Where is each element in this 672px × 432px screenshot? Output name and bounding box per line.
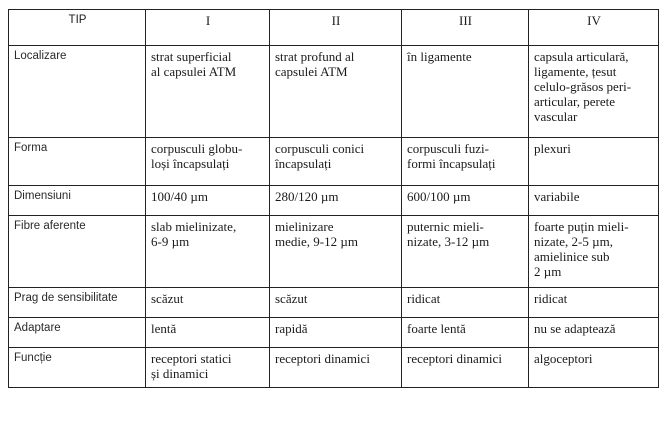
row-label-adaptare: Adaptare [9,318,146,348]
cell-localizare-type-i [146,46,270,138]
cell-text-line: puternic mieli- [407,219,484,234]
cell-fibre-aferente-type-iii [402,216,529,288]
cell-text-line: receptori dinamici [407,351,502,366]
cell-text-line: 6-9 µm [151,234,190,249]
header-cell-type-iii: III [402,10,529,46]
receptor-types-table [8,9,659,388]
table-row-adaptare [9,318,659,348]
cell-functie-type-iv [529,348,659,388]
table-row-fibre-aferente [9,216,659,288]
cell-text-line: formi încapsulați [407,156,496,171]
cell-text-line: ligamente, țesut [534,64,617,79]
cell-fibre-aferente-type-i [146,216,270,288]
table-row-dimensiuni [9,186,659,216]
table-row-localizare [9,46,659,138]
cell-functie-type-i [146,348,270,388]
cell-text-line: plexuri [534,141,571,156]
cell-text-line: celulo-grăsos peri- [534,79,632,94]
header-cell-tip: TIP [9,10,146,46]
cell-prag-sensibilitate-type-ii [270,288,402,318]
cell-prag-sensibilitate-type-iii [402,288,529,318]
cell-text-line: mielinizare [275,219,334,234]
cell-text-line: capsulei ATM [275,64,348,79]
cell-text-line: corpusculi globu- [151,141,243,156]
cell-text-line: 100/40 µm [151,189,208,204]
cell-text-line: loși încapsulați [151,156,230,171]
cell-prag-sensibilitate-type-i [146,288,270,318]
cell-text-line: foarte puțin mieli- [534,219,629,234]
cell-text-line: și dinamici [151,366,209,381]
row-label-functie: Funcție [9,348,146,388]
row-label-dimensiuni: Dimensiuni [9,186,146,216]
cell-text-line: medie, 9-12 µm [275,234,358,249]
cell-text-line: ridicat [407,291,441,306]
cell-text-line: capsula articulară, [534,49,629,64]
cell-text-line: corpusculi fuzi- [407,141,489,156]
cell-text-line: amielinice sub [534,249,610,264]
cell-text-line: în ligamente [407,49,472,64]
cell-text-line: scăzut [275,291,308,306]
row-label-fibre-aferente: Fibre aferente [9,216,146,288]
header-cell-type-i: I [146,10,270,46]
header-cell-type-iv: IV [529,10,659,46]
row-label-localizare: Localizare [9,46,146,138]
cell-text-line: receptori dinamici [275,351,370,366]
cell-dimensiuni-type-iv [529,186,659,216]
table-row-functie [9,348,659,388]
cell-text-line: strat superficial [151,49,232,64]
header-row [9,10,659,46]
row-label-forma: Forma [9,138,146,186]
cell-text-line: variabile [534,189,580,204]
cell-adaptare-type-ii [270,318,402,348]
cell-text-line: nizate, 2-5 µm, [534,234,613,249]
cell-forma-type-iv [529,138,659,186]
cell-text-line: al capsulei ATM [151,64,237,79]
cell-text-line: nu se adaptează [534,321,616,336]
cell-text-line: 280/120 µm [275,189,339,204]
row-label-prag-sensibilitate: Prag de sensibilitate [9,288,146,318]
cell-text-line: 2 µm [534,264,562,279]
cell-forma-type-iii [402,138,529,186]
cell-text-line: nizate, 3-12 µm [407,234,490,249]
cell-localizare-type-ii [270,46,402,138]
table-row-forma [9,138,659,186]
cell-text-line: vascular [534,109,578,124]
cell-text-line: încapsulați [275,156,332,171]
cell-forma-type-i [146,138,270,186]
cell-localizare-type-iii [402,46,529,138]
cell-text-line: lentă [151,321,177,336]
cell-text-line: slab mielinizate, [151,219,237,234]
cell-fibre-aferente-type-iv [529,216,659,288]
cell-text-line: 600/100 µm [407,189,471,204]
cell-text-line: ridicat [534,291,568,306]
cell-text-line: receptori statici [151,351,232,366]
cell-dimensiuni-type-iii [402,186,529,216]
cell-adaptare-type-i [146,318,270,348]
cell-text-line: strat profund al [275,49,355,64]
cell-text-line: rapidă [275,321,308,336]
cell-functie-type-iii [402,348,529,388]
cell-localizare-type-iv [529,46,659,138]
cell-text-line: foarte lentă [407,321,466,336]
header-cell-type-ii: II [270,10,402,46]
cell-text-line: algoceptori [534,351,593,366]
cell-functie-type-ii [270,348,402,388]
cell-text-line: corpusculi conici [275,141,365,156]
cell-adaptare-type-iv [529,318,659,348]
receptor-table-container [8,9,658,388]
cell-text-line: scăzut [151,291,184,306]
cell-adaptare-type-iii [402,318,529,348]
cell-fibre-aferente-type-ii [270,216,402,288]
cell-dimensiuni-type-ii [270,186,402,216]
cell-forma-type-ii [270,138,402,186]
cell-text-line: articular, perete [534,94,616,109]
cell-prag-sensibilitate-type-iv [529,288,659,318]
table-row-prag-sensibilitate [9,288,659,318]
cell-dimensiuni-type-i [146,186,270,216]
